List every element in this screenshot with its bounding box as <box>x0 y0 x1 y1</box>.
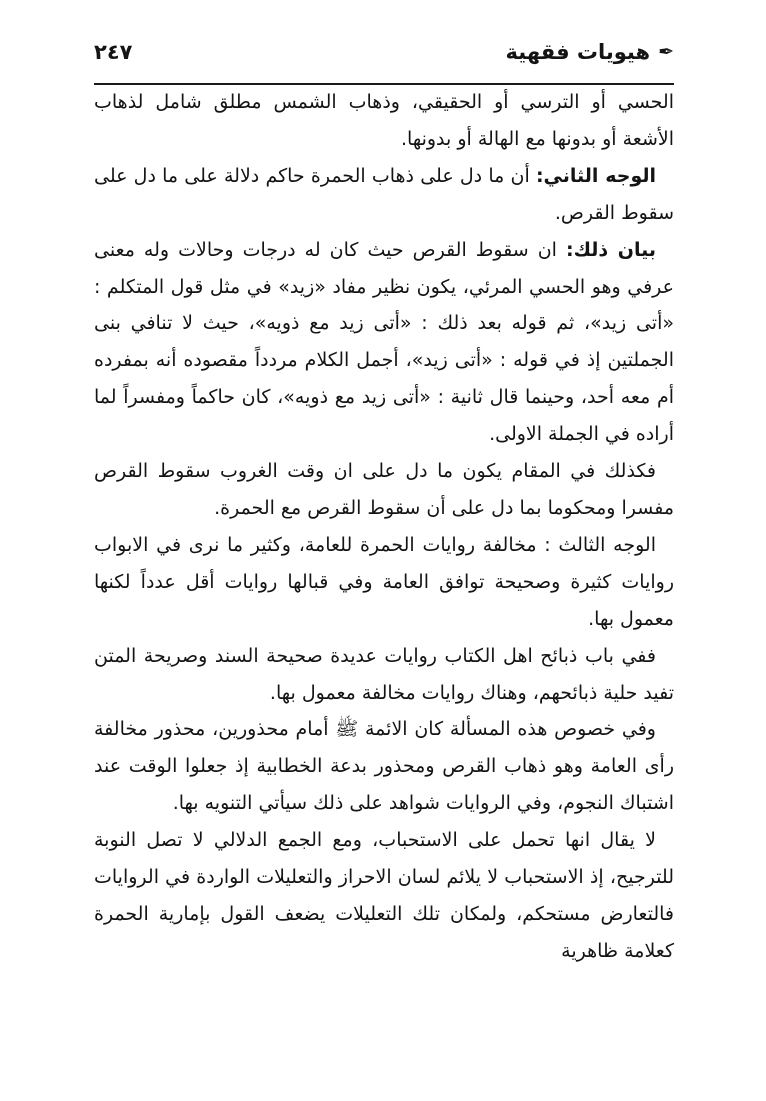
paragraph-1 <box>94 84 674 158</box>
paragraph-lead: الوجه الثاني: <box>535 164 656 187</box>
paragraph-text: لا يقال انها تحمل على الاستحباب، ومع الجمع الدلالي لا تصل النوبة للترجيح، إذ الاستحباب لا يلائم لسان الاحراز والتعليلات الواردة في الروايات فالتعارض مستحكم، ولمكان تلك التعليلات يضعف القول بإمارية الحمرة كعلامة ظاهرية <box>94 829 674 962</box>
running-header <box>94 34 674 74</box>
paragraph-5 <box>94 527 674 638</box>
paragraph-2 <box>94 158 674 232</box>
paragraph-4 <box>94 453 674 527</box>
paragraph-text: الوجه الثالث : مخالفة روايات الحمرة للعامة، وكثير ما نرى في الابواب روايات كثيرة وصحيحة توافق العامة وفي قبالها روايات أقل عدداً لكنها معمول بها. <box>94 533 674 630</box>
paragraph-7 <box>94 711 674 822</box>
paragraph-text: الحسي أو الترسي أو الحقيقي، وذهاب الشمس مطلق شامل لذهاب الأشعة أو بدونها مع الهالة أو بدونها. <box>94 91 674 150</box>
text-body <box>94 84 674 970</box>
quill-icon: ✒ <box>658 40 674 63</box>
page-number: ٢٤٧ <box>94 40 133 64</box>
paragraph-6 <box>94 638 674 712</box>
paragraph-lead: بيان ذلك: <box>565 238 656 261</box>
paragraph-text: ان سقوط القرص حيث كان له درجات وحالات وله معنى عرفي وهو الحسي المرئي، يكون نظير مفاد «زيد» في مثل قول المتكلم : «أتى زيد»، ثم قوله بعد ذلك : «أتى زيد مع ذويه»، حيث لا تنافي بنى الجملتين إذ في قوله : «أتى زيد»، أجمل الكلام مردداً مقصوده أنه بمفرده أم معه أحد، وحينما قال ثانية : «أتى زيد مع ذويه»، كان حاكماً ومفسراً لما أراده في الجملة الاولى. <box>94 238 674 446</box>
running-title <box>506 40 674 64</box>
paragraph-text: فكذلك في المقام يكون ما دل على ان وقت الغروب سقوط القرص مفسرا ومحكوما بما دل على أن سقوط القرص مع الحمرة. <box>94 460 674 519</box>
paragraph-3 <box>94 232 674 453</box>
paragraph-text: وفي خصوص هذه المسألة كان الائمة ﷺ أمام محذورين، محذور مخالفة رأى العامة وهو ذهاب القرص ومحذور بدعة الخطابية إذ جعلوا الوقت عند اشتباك النجوم، وفي الروايات شواهد على ذلك سيأتي التنويه بها. <box>94 718 674 815</box>
paragraph-text: ففي باب ذبائح اهل الكتاب روايات عديدة صحيحة السند وصريحة المتن تفيد حلية ذبائحهم، وهناك روايات مخالفة معمول بها. <box>94 644 674 704</box>
book-title: هيويات فقهية <box>505 40 651 64</box>
paragraph-8 <box>94 822 674 970</box>
paragraph-text: أن ما دل على ذهاب الحمرة حاكم دلالة على ما دل على سقوط القرص. <box>94 164 674 224</box>
